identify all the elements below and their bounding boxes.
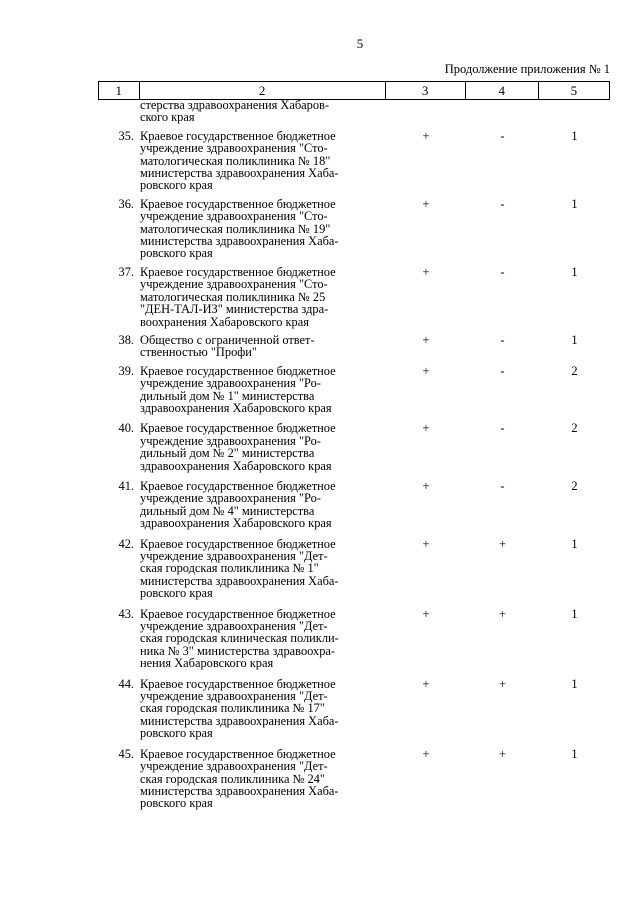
col-3-mark: + bbox=[422, 264, 430, 279]
organization-name-line: ского края bbox=[140, 110, 195, 125]
organization-name-line: дильный дом № 1" министерства bbox=[140, 388, 315, 403]
organization-name-line: здравоохранения Хабаровского края bbox=[140, 516, 332, 531]
col-5-value: 1 bbox=[571, 128, 578, 143]
organization-name-line: здравоохранения Хабаровского края bbox=[140, 458, 332, 473]
organization-name-line: Краевое государственное бюджетное bbox=[140, 676, 336, 691]
header-col-1: 1 bbox=[99, 82, 140, 100]
organization-name-line: Краевое государственное бюджетное bbox=[140, 421, 336, 436]
table-row bbox=[98, 365, 610, 415]
row-number: 41. bbox=[118, 478, 134, 493]
organization-name-line: Краевое государственное бюджетное bbox=[140, 746, 336, 761]
col-4-mark: - bbox=[500, 264, 505, 279]
organization-name bbox=[138, 480, 386, 530]
organization-name bbox=[138, 334, 386, 359]
continuation-label: Продолжение приложения № 1 bbox=[444, 62, 610, 76]
col-4-mark: - bbox=[500, 128, 505, 143]
page-number: 5 bbox=[356, 36, 364, 51]
organization-name-line: Краевое государственное бюджетное bbox=[140, 606, 336, 621]
col-3-mark: + bbox=[422, 676, 430, 691]
organization-name-line: Краевое государственное бюджетное bbox=[140, 478, 336, 493]
table-row bbox=[98, 130, 610, 192]
organization-name-line: ровского края bbox=[140, 796, 213, 811]
table-row bbox=[98, 608, 610, 670]
col-5-value: 1 bbox=[571, 196, 578, 211]
organization-name bbox=[138, 678, 386, 740]
col-4-mark: - bbox=[500, 196, 505, 211]
organization-name-line: матологическая поликлиника № 25 bbox=[140, 289, 326, 304]
col-3-mark: + bbox=[422, 606, 430, 621]
col-4-mark: - bbox=[500, 478, 505, 493]
organization-name-line: министерства здравоохранения Хаба- bbox=[140, 783, 339, 798]
col-5-value: 1 bbox=[571, 676, 578, 691]
organization-name-line: Краевое государственное бюджетное bbox=[140, 196, 336, 211]
col-3-mark: + bbox=[422, 536, 430, 551]
col-5-value: 1 bbox=[571, 536, 578, 551]
organization-name-line: дильный дом № 4" министерства bbox=[140, 503, 315, 518]
organization-name bbox=[138, 99, 386, 124]
organization-name-line: учреждение здравоохранения "Сто- bbox=[140, 277, 328, 292]
table-row bbox=[98, 99, 610, 124]
organization-name-line: учреждение здравоохранения "Сто- bbox=[140, 141, 328, 156]
organization-name-line: Краевое государственное бюджетное bbox=[140, 536, 336, 551]
header-col-2: 2 bbox=[139, 82, 385, 100]
organization-name-line: ника № 3" министерства здравоохра- bbox=[140, 643, 336, 658]
col-4-mark: - bbox=[500, 421, 505, 436]
organization-name-line: учреждение здравоохранения "Ро- bbox=[140, 491, 321, 506]
organization-name-line: нения Хабаровского края bbox=[140, 656, 274, 671]
col-5-value: 2 bbox=[571, 478, 578, 493]
row-number: 44. bbox=[118, 676, 134, 691]
organization-name-line: учреждение здравоохранения "Ро- bbox=[140, 376, 321, 391]
header-col-5: 5 bbox=[538, 82, 609, 100]
organization-name-line: ская городская поликлиника № 24" bbox=[140, 771, 325, 786]
col-5-value: 1 bbox=[571, 264, 578, 279]
col-3-mark: + bbox=[422, 332, 430, 347]
col-4-mark: + bbox=[499, 536, 506, 551]
col-4-mark: - bbox=[500, 332, 505, 347]
organization-name-line: "ДЕН-ТАЛ-ИЗ" министерства здра- bbox=[140, 302, 329, 317]
organization-name-line: ровского края bbox=[140, 178, 213, 193]
header-col-3: 3 bbox=[385, 82, 465, 100]
organization-name-line: учреждение здравоохранения "Дет- bbox=[140, 619, 328, 634]
col-4-mark: + bbox=[499, 606, 506, 621]
col-3-mark: + bbox=[422, 421, 430, 436]
table-row bbox=[98, 422, 610, 472]
organization-name bbox=[138, 422, 386, 472]
organization-name-line: учреждение здравоохранения "Дет- bbox=[140, 759, 328, 774]
col-5-value: 2 bbox=[571, 421, 578, 436]
table-body bbox=[98, 99, 610, 818]
table-row bbox=[98, 266, 610, 328]
col-5-value: 1 bbox=[571, 746, 578, 761]
table-row bbox=[98, 678, 610, 740]
organization-name-line: Краевое государственное бюджетное bbox=[140, 363, 336, 378]
table-row bbox=[98, 480, 610, 530]
row-number: 40. bbox=[118, 421, 134, 436]
organization-name bbox=[138, 130, 386, 192]
col-3-mark: + bbox=[422, 128, 430, 143]
table-row bbox=[98, 334, 610, 359]
organization-name bbox=[138, 266, 386, 328]
header-col-4: 4 bbox=[465, 82, 538, 100]
organization-name-line: ственностью "Профи" bbox=[140, 345, 257, 360]
row-number: 45. bbox=[118, 746, 134, 761]
col-5-value: 1 bbox=[571, 606, 578, 621]
table-row bbox=[98, 538, 610, 600]
col-3-mark: + bbox=[422, 478, 430, 493]
organization-name-line: Краевое государственное бюджетное bbox=[140, 264, 336, 279]
col-4-mark: + bbox=[499, 746, 506, 761]
row-number: 39. bbox=[118, 363, 134, 378]
col-3-mark: + bbox=[422, 196, 430, 211]
organization-name-line: министерства здравоохранения Хаба- bbox=[140, 166, 339, 181]
organization-name-line: ская городская клиническая поликли- bbox=[140, 631, 339, 646]
organization-name-line: министерства здравоохранения Хаба- bbox=[140, 234, 339, 249]
organization-name-line: ровского края bbox=[140, 586, 213, 601]
row-number: 36. bbox=[118, 196, 134, 211]
organization-name-line: министерства здравоохранения Хаба- bbox=[140, 573, 339, 588]
organization-name-line: здравоохранения Хабаровского края bbox=[140, 400, 332, 415]
row-number: 43. bbox=[118, 606, 134, 621]
organization-name bbox=[138, 198, 386, 260]
organization-name bbox=[138, 538, 386, 600]
organization-name-line: дильный дом № 2" министерства bbox=[140, 446, 315, 461]
organization-name-line: Краевое государственное бюджетное bbox=[140, 128, 336, 143]
col-3-mark: + bbox=[422, 746, 430, 761]
row-number: 42. bbox=[118, 536, 134, 551]
organization-name-line: министерства здравоохранения Хаба- bbox=[140, 713, 339, 728]
table-row bbox=[98, 198, 610, 260]
organization-name-line: учреждение здравоохранения "Сто- bbox=[140, 209, 328, 224]
organization-name-line: ровского края bbox=[140, 246, 213, 261]
col-3-mark: + bbox=[422, 363, 430, 378]
row-number: 35. bbox=[118, 128, 134, 143]
col-5-value: 2 bbox=[571, 363, 578, 378]
col-4-mark: + bbox=[499, 676, 506, 691]
col-4-mark: - bbox=[500, 363, 505, 378]
organization-name-line: матологическая поликлиника № 19" bbox=[140, 221, 331, 236]
organization-name-line: ская городская поликлиника № 1" bbox=[140, 561, 319, 576]
col-5-value: 1 bbox=[571, 332, 578, 347]
organization-name-line: учреждение здравоохранения "Дет- bbox=[140, 689, 328, 704]
organization-name-line: матологическая поликлиника № 18" bbox=[140, 153, 331, 168]
organization-name bbox=[138, 608, 386, 670]
organization-name bbox=[138, 365, 386, 415]
organization-name-line: стерства здравоохранения Хабаров- bbox=[140, 98, 330, 112]
organization-name bbox=[138, 748, 386, 810]
organization-name-line: Общество с ограниченной ответ- bbox=[140, 332, 315, 347]
organization-name-line: учреждение здравоохранения "Ро- bbox=[140, 433, 321, 448]
organization-name-line: воохранения Хабаровского края bbox=[140, 314, 309, 329]
row-number: 38. bbox=[118, 332, 134, 347]
organization-name-line: учреждение здравоохранения "Дет- bbox=[140, 549, 328, 563]
organization-name-line: ская городская поликлиника № 17" bbox=[140, 701, 325, 716]
organization-name-line: ровского края bbox=[140, 726, 213, 741]
row-number: 37. bbox=[118, 264, 134, 279]
table-row bbox=[98, 748, 610, 810]
